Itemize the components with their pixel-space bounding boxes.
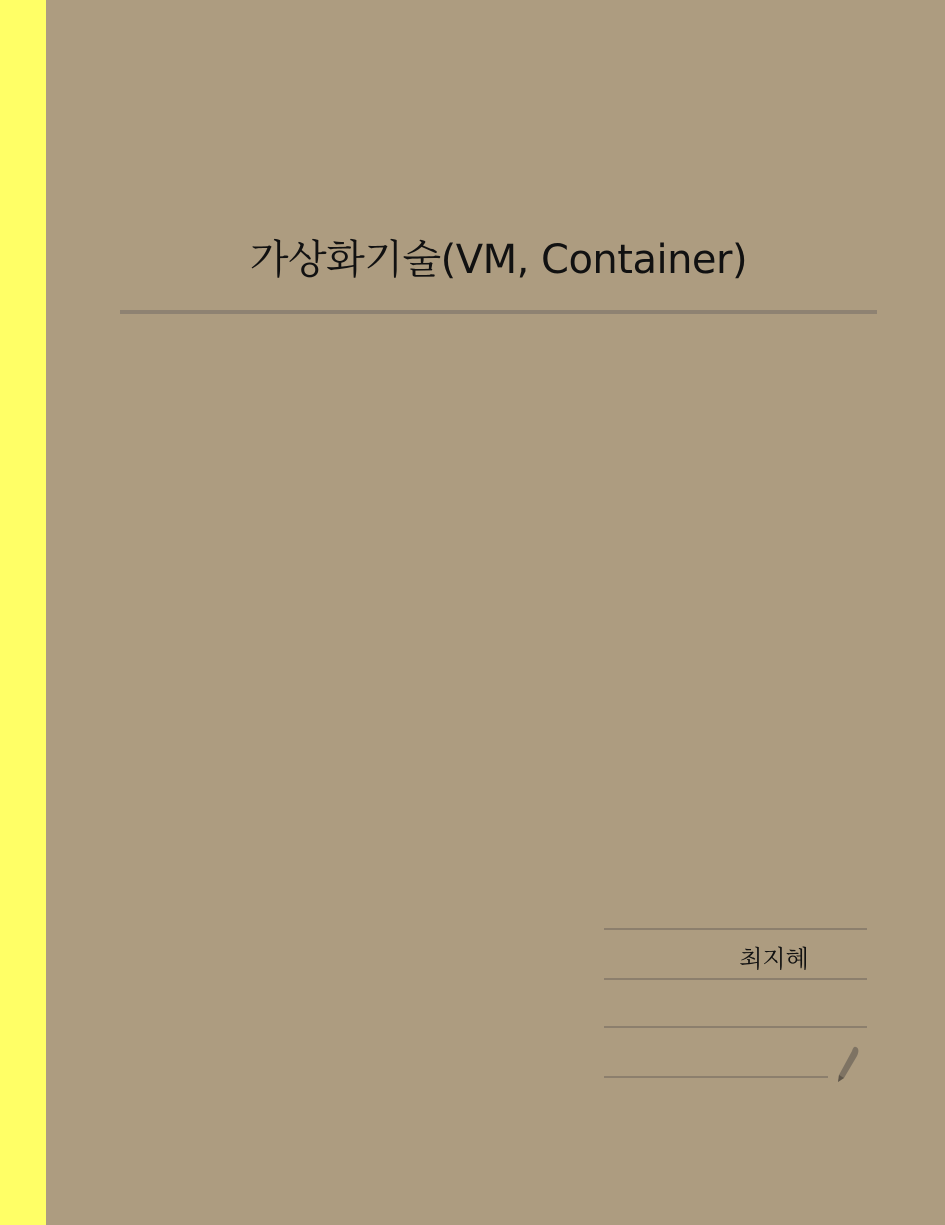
pen-icon (832, 1044, 860, 1086)
label-line-4 (604, 1076, 828, 1078)
label-line-1 (604, 928, 867, 930)
label-line-3 (604, 1026, 867, 1028)
label-line-2 (604, 978, 867, 980)
yellow-spine (0, 0, 46, 1225)
document-title: 가상화기술(VM, Container) (249, 237, 748, 283)
title-underline (120, 310, 877, 314)
author-name: 최지혜 (739, 945, 809, 973)
